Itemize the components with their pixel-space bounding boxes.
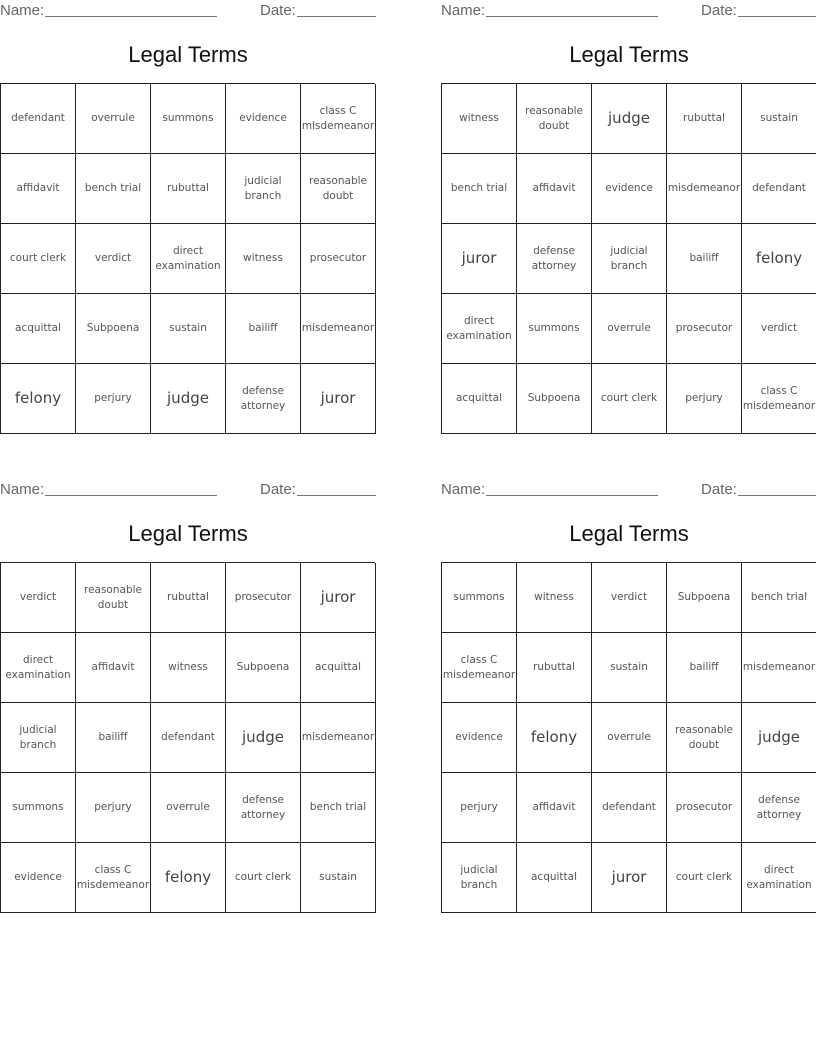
date-label: Date: (701, 481, 737, 498)
bingo-grid (441, 562, 816, 913)
name-label: Name: (441, 481, 486, 498)
bingo-cell: witness (442, 84, 517, 154)
bingo-cell: witness (517, 563, 592, 633)
bingo-cell: judge (226, 703, 301, 773)
bingo-cell: felony (517, 703, 592, 773)
bingo-cell: perjury (76, 364, 151, 434)
bingo-cell: sustain (151, 294, 226, 364)
bingo-cell: felony (742, 224, 816, 294)
bingo-cell: acquittal (301, 633, 376, 703)
bingo-cell: misdemeanor (301, 294, 376, 364)
bingo-cell: overrule (592, 703, 667, 773)
bingo-cell: class C misdemeanor (742, 364, 816, 434)
card-title: Legal Terms (569, 521, 689, 546)
bingo-cell: affidavit (517, 154, 592, 224)
bingo-cell: sustain (301, 843, 376, 913)
card-header (0, 0, 376, 22)
bingo-cell: judge (592, 84, 667, 154)
bingo-cell: class C misdemeanor (442, 633, 517, 703)
bingo-cell: judicial branch (1, 703, 76, 773)
date-line (738, 495, 816, 496)
bingo-cell: court clerk (1, 224, 76, 294)
card-header (441, 0, 816, 22)
date-line (297, 16, 376, 17)
name-line (45, 16, 217, 17)
bingo-cell: defense attorney (517, 224, 592, 294)
name-line (45, 495, 217, 496)
bingo-cell: judicial branch (226, 154, 301, 224)
bingo-cell: acquittal (1, 294, 76, 364)
bingo-cell: evidence (226, 84, 301, 154)
bingo-grid (0, 562, 375, 913)
bingo-cell: direct examination (442, 294, 517, 364)
bingo-cell: defendant (151, 703, 226, 773)
bingo-cell: bailiff (667, 224, 742, 294)
bingo-cell: verdict (1, 563, 76, 633)
bingo-cell: reasonable doubt (301, 154, 376, 224)
bingo-cell: summons (517, 294, 592, 364)
card-title: Legal Terms (128, 42, 248, 67)
bingo-cell: prosecutor (301, 224, 376, 294)
date-label: Date: (701, 2, 737, 19)
bingo-cell: bench trial (742, 563, 816, 633)
bingo-cell: evidence (442, 703, 517, 773)
bingo-cell: judge (742, 703, 816, 773)
bingo-cell: bailiff (76, 703, 151, 773)
bingo-cell: prosecutor (667, 294, 742, 364)
bingo-cell: juror (301, 364, 376, 434)
bingo-cell: class C misdemeanor (76, 843, 151, 913)
bingo-cell: acquittal (517, 843, 592, 913)
bingo-cell: bailiff (667, 633, 742, 703)
bingo-cell: Subpoena (76, 294, 151, 364)
bingo-cell: Subpoena (517, 364, 592, 434)
bingo-cell: Subpoena (226, 633, 301, 703)
bingo-cell: court clerk (592, 364, 667, 434)
bingo-cell: verdict (742, 294, 816, 364)
bingo-cell: summons (1, 773, 76, 843)
bingo-cell: court clerk (226, 843, 301, 913)
bingo-cell: direct examination (1, 633, 76, 703)
bingo-cell: summons (442, 563, 517, 633)
bingo-cell: rubuttal (151, 563, 226, 633)
bingo-cell: juror (442, 224, 517, 294)
bingo-cell: judicial branch (592, 224, 667, 294)
date-label: Date: (260, 481, 296, 498)
bingo-cell: affidavit (76, 633, 151, 703)
bingo-cell: perjury (667, 364, 742, 434)
bingo-cell: bailiff (226, 294, 301, 364)
bingo-cell: reasonable doubt (76, 563, 151, 633)
bingo-cell: misdemeanor (667, 154, 742, 224)
card-header (0, 479, 376, 501)
bingo-cell: prosecutor (226, 563, 301, 633)
bingo-cell: defense attorney (742, 773, 816, 843)
bingo-cell: defendant (592, 773, 667, 843)
name-label: Name: (441, 2, 486, 19)
bingo-cell: affidavit (1, 154, 76, 224)
bingo-grid (0, 83, 375, 434)
bingo-cell: verdict (592, 563, 667, 633)
bingo-cell: defendant (742, 154, 816, 224)
bingo-cell: affidavit (517, 773, 592, 843)
bingo-cell: summons (151, 84, 226, 154)
bingo-cell: acquittal (442, 364, 517, 434)
bingo-cell: rubuttal (517, 633, 592, 703)
bingo-cell: defense attorney (226, 364, 301, 434)
bingo-cell: evidence (1, 843, 76, 913)
bingo-cell: defendant (1, 84, 76, 154)
bingo-cell: perjury (442, 773, 517, 843)
card-header (441, 479, 816, 501)
bingo-cell: Subpoena (667, 563, 742, 633)
bingo-cell: overrule (76, 84, 151, 154)
bingo-cell: defense attorney (226, 773, 301, 843)
name-line (486, 16, 658, 17)
bingo-cell: felony (1, 364, 76, 434)
date-label: Date: (260, 2, 296, 19)
bingo-cell: bench trial (442, 154, 517, 224)
bingo-cell: class C misdemeanor (301, 84, 376, 154)
bingo-cell: prosecutor (667, 773, 742, 843)
card-title: Legal Terms (569, 42, 689, 67)
bingo-cell: reasonable doubt (517, 84, 592, 154)
date-line (297, 495, 376, 496)
bingo-cell: bench trial (76, 154, 151, 224)
bingo-cell: court clerk (667, 843, 742, 913)
date-line (738, 16, 816, 17)
bingo-cell: juror (592, 843, 667, 913)
bingo-cell: perjury (76, 773, 151, 843)
bingo-cell: juror (301, 563, 376, 633)
card-title: Legal Terms (128, 521, 248, 546)
bingo-cell: misdemeanor (301, 703, 376, 773)
bingo-cell: judge (151, 364, 226, 434)
bingo-cell: evidence (592, 154, 667, 224)
bingo-cell: direct examination (742, 843, 816, 913)
bingo-cell: witness (151, 633, 226, 703)
bingo-cell: overrule (592, 294, 667, 364)
bingo-cell: direct examination (151, 224, 226, 294)
bingo-cell: sustain (742, 84, 816, 154)
bingo-cell: verdict (76, 224, 151, 294)
bingo-cell: misdemeanor (742, 633, 816, 703)
name-line (486, 495, 658, 496)
name-label: Name: (0, 481, 45, 498)
bingo-cell: bench trial (301, 773, 376, 843)
bingo-grid (441, 83, 816, 434)
bingo-cell: rubuttal (151, 154, 226, 224)
bingo-cell: rubuttal (667, 84, 742, 154)
name-label: Name: (0, 2, 45, 19)
bingo-cell: judicial branch (442, 843, 517, 913)
bingo-cell: felony (151, 843, 226, 913)
bingo-cell: reasonable doubt (667, 703, 742, 773)
bingo-cell: witness (226, 224, 301, 294)
bingo-cell: overrule (151, 773, 226, 843)
bingo-cell: sustain (592, 633, 667, 703)
